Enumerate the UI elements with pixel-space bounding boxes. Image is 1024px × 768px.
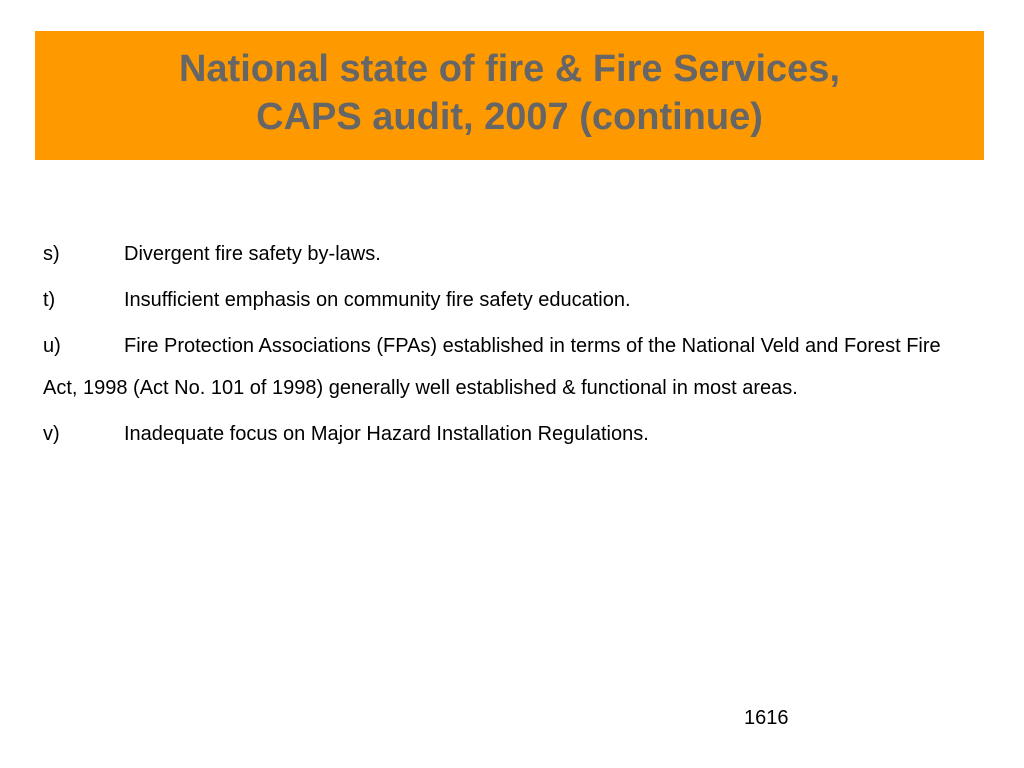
list-item-v <box>43 413 943 455</box>
item-marker: t) <box>43 289 56 311</box>
item-list <box>43 233 943 459</box>
list-item-t <box>43 279 943 321</box>
item-text: Inadequate focus on Major Hazard Installation Regulations. <box>124 423 649 445</box>
item-marker: s) <box>43 243 60 265</box>
slide-title-line-1: National state of fire & Fire Services, <box>178 48 840 90</box>
item-marker: v) <box>43 423 60 445</box>
slide-title-line-2: CAPS audit, 2007 (continue) <box>256 96 763 138</box>
title-band <box>35 31 984 160</box>
list-item-s <box>43 233 943 275</box>
slide-title <box>35 45 984 141</box>
item-text: Divergent fire safety by-laws. <box>124 243 381 265</box>
page-number: 1616 <box>744 707 789 729</box>
item-marker: u) <box>43 335 61 357</box>
item-text: Fire Protection Associations (FPAs) established in terms of the National Veld and Forest Fire Act, 1998 (Act No. 101 of 1998) generally well established & functional in most areas. <box>43 335 941 399</box>
list-item-u <box>43 325 943 409</box>
item-text: Insufficient emphasis on community fire safety education. <box>124 289 631 311</box>
